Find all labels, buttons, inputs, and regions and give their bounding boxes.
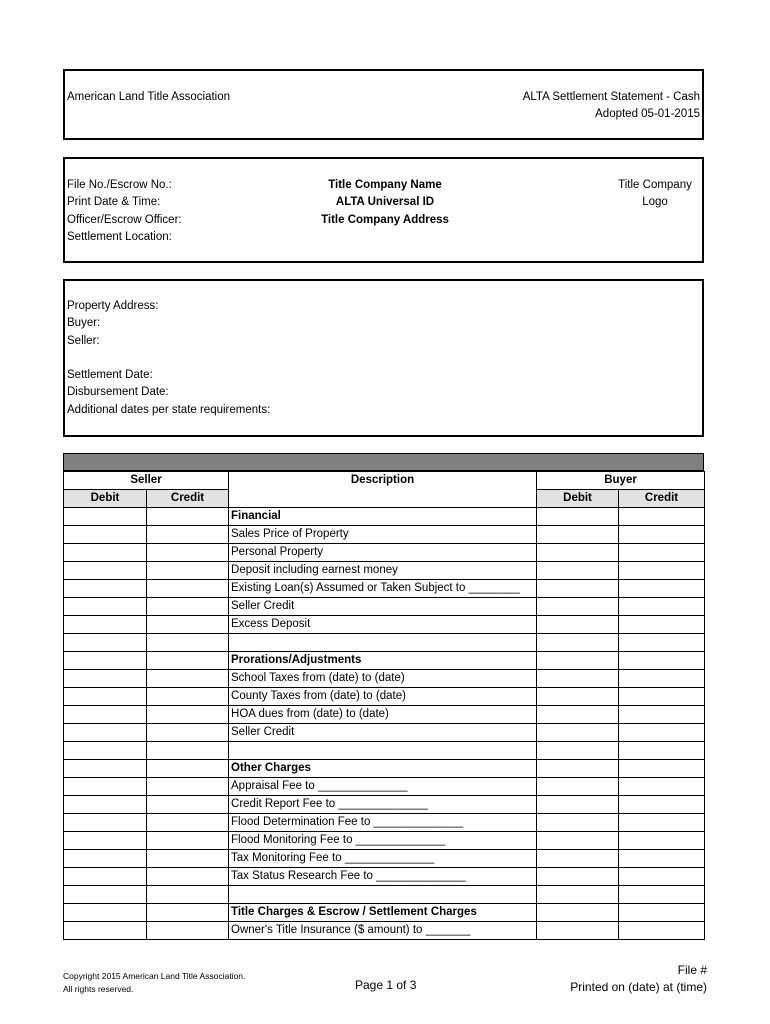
table-header-bar (63, 453, 704, 471)
buyer-credit-cell[interactable] (619, 832, 705, 850)
table-row (64, 904, 705, 922)
property-fields (67, 298, 270, 419)
table-row (64, 688, 705, 706)
disbursement-date-label: Disbursement Date: (67, 386, 169, 399)
buyer-debit-cell[interactable] (537, 796, 619, 814)
buyer-debit-cell[interactable] (537, 886, 619, 904)
seller-credit-cell[interactable] (147, 814, 229, 832)
settlement-info-box (63, 157, 704, 263)
buyer-credit-cell[interactable] (619, 904, 705, 922)
description-cell: HOA dues from (date) to (date) (229, 706, 537, 724)
seller-credit-cell[interactable] (147, 688, 229, 706)
buyer-credit-cell[interactable] (619, 526, 705, 544)
seller-debit-cell[interactable] (64, 832, 147, 850)
description-cell: Excess Deposit (229, 616, 537, 634)
buyer-credit-cell[interactable] (619, 724, 705, 742)
buyer-credit-cell[interactable] (619, 562, 705, 580)
buyer-credit-cell[interactable] (619, 886, 705, 904)
description-cell: Deposit including earnest money (229, 562, 537, 580)
seller-credit-cell[interactable] (147, 706, 229, 724)
buyer-credit-cell[interactable] (619, 778, 705, 796)
buyer-debit-cell[interactable] (537, 742, 619, 760)
description-cell: Credit Report Fee to ______________ (229, 796, 537, 814)
buyer-credit-cell[interactable] (619, 598, 705, 616)
company-logo-placeholder (610, 177, 700, 212)
description-cell (229, 742, 537, 760)
description-cell: Appraisal Fee to ______________ (229, 778, 537, 796)
buyer-debit-cell[interactable] (537, 526, 619, 544)
seller-credit-cell[interactable] (147, 724, 229, 742)
property-address-label: Property Address: (67, 300, 159, 312)
description-cell: Prorations/Adjustments (229, 652, 537, 670)
buyer-debit-cell[interactable] (537, 688, 619, 706)
officer-label: Officer/Escrow Officer: (67, 213, 182, 226)
seller-debit-cell[interactable] (64, 814, 147, 832)
form-title: ALTA Settlement Statement - Cash (522, 91, 700, 103)
buyer-debit-cell[interactable] (537, 508, 619, 526)
seller-credit-cell[interactable] (147, 832, 229, 850)
buyer-credit-cell[interactable] (619, 760, 705, 778)
buyer-column-header: Buyer (537, 472, 705, 490)
seller-credit-cell[interactable] (147, 760, 229, 778)
seller-credit-cell[interactable] (147, 526, 229, 544)
table-row (64, 886, 705, 904)
logo-line-1: Title Company (618, 179, 692, 191)
buyer-debit-cell[interactable] (537, 760, 619, 778)
page-number: Page 1 of 3 (355, 978, 417, 992)
buyer-credit-cell[interactable] (619, 670, 705, 688)
seller-credit-cell[interactable] (147, 598, 229, 616)
seller-debit-cell[interactable] (64, 886, 147, 904)
seller-credit-cell[interactable] (147, 580, 229, 598)
buyer-debit-cell[interactable] (537, 616, 619, 634)
table-row (64, 832, 705, 850)
print-date-label: Print Date & Time: (67, 196, 161, 209)
table-row (64, 634, 705, 652)
description-cell (229, 634, 537, 652)
universal-id: ALTA Universal ID (335, 196, 435, 209)
seller-credit-cell[interactable] (147, 544, 229, 562)
seller-debit-cell[interactable] (64, 526, 147, 544)
table-row (64, 652, 705, 670)
seller-debit-cell[interactable] (64, 706, 147, 724)
table-row (64, 760, 705, 778)
seller-column-header: Seller (64, 472, 229, 490)
copyright-line-1: Copyright 2015 American Land Title Association. (63, 971, 246, 981)
table-row (64, 724, 705, 742)
table-row (64, 706, 705, 724)
settlement-location-label: Settlement Location: (67, 230, 172, 243)
info-fields (67, 177, 182, 246)
buyer-credit-cell[interactable] (619, 652, 705, 670)
buyer-debit-cell[interactable] (537, 832, 619, 850)
buyer-debit-cell[interactable] (537, 544, 619, 562)
table-row (64, 544, 705, 562)
buyer-credit-cell[interactable] (619, 634, 705, 652)
additional-dates-label: Additional dates per state requirements: (67, 403, 271, 416)
buyer-debit-cell[interactable] (537, 724, 619, 742)
settlement-date-label: Settlement Date: (67, 369, 153, 382)
buyer-credit-cell[interactable] (619, 796, 705, 814)
description-cell: Tax Monitoring Fee to ______________ (229, 850, 537, 868)
buyer-debit-cell[interactable] (537, 850, 619, 868)
buyer-debit-cell[interactable] (537, 670, 619, 688)
seller-debit-cell[interactable] (64, 616, 147, 634)
table-row (64, 580, 705, 598)
header-box (63, 69, 704, 140)
buyer-debit-cell[interactable] (537, 904, 619, 922)
settlement-table (63, 453, 704, 940)
table-row (64, 670, 705, 688)
description-cell: Flood Monitoring Fee to ______________ (229, 832, 537, 850)
footer-file-info (570, 962, 707, 996)
seller-credit-cell[interactable] (147, 634, 229, 652)
company-name: Title Company Name (328, 179, 442, 191)
seller-credit-cell[interactable] (147, 742, 229, 760)
seller-debit-cell[interactable] (64, 868, 147, 886)
table-row (64, 508, 705, 526)
company-address: Title Company Address (321, 213, 449, 226)
property-info-box (63, 279, 704, 437)
description-cell: County Taxes from (date) to (date) (229, 688, 537, 706)
seller-debit-cell[interactable] (64, 760, 147, 778)
buyer-credit-cell[interactable] (619, 922, 705, 940)
description-cell: Seller Credit (229, 724, 537, 742)
buyer-credit-cell[interactable] (619, 580, 705, 598)
seller-debit-header: Debit (64, 490, 147, 508)
table-row (64, 778, 705, 796)
seller-credit-cell[interactable] (147, 616, 229, 634)
seller-debit-cell[interactable] (64, 634, 147, 652)
seller-credit-cell[interactable] (147, 922, 229, 940)
table-row (64, 922, 705, 940)
description-cell: Sales Price of Property (229, 526, 537, 544)
copyright (63, 970, 245, 996)
seller-credit-cell[interactable] (147, 562, 229, 580)
seller-credit-header: Credit (147, 490, 229, 508)
seller-debit-cell[interactable] (64, 670, 147, 688)
buyer-credit-cell[interactable] (619, 706, 705, 724)
seller-credit-cell[interactable] (147, 652, 229, 670)
description-cell: Other Charges (229, 760, 537, 778)
buyer-debit-cell[interactable] (537, 922, 619, 940)
buyer-debit-cell[interactable] (537, 706, 619, 724)
seller-label: Seller: (67, 334, 100, 347)
seller-credit-cell[interactable] (147, 904, 229, 922)
buyer-credit-header: Credit (619, 490, 705, 508)
buyer-debit-cell[interactable] (537, 580, 619, 598)
buyer-credit-cell[interactable] (619, 868, 705, 886)
seller-debit-cell[interactable] (64, 850, 147, 868)
table-row (64, 742, 705, 760)
seller-credit-cell[interactable] (147, 796, 229, 814)
seller-debit-cell[interactable] (64, 562, 147, 580)
description-cell: Title Charges & Escrow / Settlement Charges (229, 904, 537, 922)
description-cell: School Taxes from (date) to (date) (229, 670, 537, 688)
buyer-label: Buyer: (67, 317, 101, 330)
buyer-debit-cell[interactable] (537, 562, 619, 580)
description-cell: Financial (229, 508, 537, 526)
table-row (64, 796, 705, 814)
printed-on: Printed on (date) at (time) (570, 980, 707, 994)
buyer-credit-cell[interactable] (619, 742, 705, 760)
buyer-credit-cell[interactable] (619, 616, 705, 634)
buyer-debit-header: Debit (537, 490, 619, 508)
adopted-date: Adopted 05-01-2015 (595, 108, 700, 120)
seller-credit-cell[interactable] (147, 886, 229, 904)
description-cell: Tax Status Research Fee to ______________ (229, 868, 537, 886)
buyer-credit-cell[interactable] (619, 508, 705, 526)
buyer-debit-cell[interactable] (537, 634, 619, 652)
seller-credit-cell[interactable] (147, 778, 229, 796)
description-cell (229, 886, 537, 904)
seller-debit-cell[interactable] (64, 598, 147, 616)
seller-debit-cell[interactable] (64, 742, 147, 760)
table-row (64, 850, 705, 868)
buyer-debit-cell[interactable] (537, 868, 619, 886)
seller-debit-cell[interactable] (64, 904, 147, 922)
seller-credit-cell[interactable] (147, 868, 229, 886)
seller-debit-cell[interactable] (64, 922, 147, 940)
buyer-debit-cell[interactable] (537, 814, 619, 832)
table-row (64, 526, 705, 544)
buyer-credit-cell[interactable] (619, 688, 705, 706)
seller-debit-cell[interactable] (64, 652, 147, 670)
file-number-label: File # (677, 963, 707, 977)
buyer-debit-cell[interactable] (537, 778, 619, 796)
description-cell: Personal Property (229, 544, 537, 562)
logo-line-2: Logo (642, 196, 668, 209)
table-row (64, 868, 705, 886)
seller-credit-cell[interactable] (147, 850, 229, 868)
seller-debit-cell[interactable] (64, 544, 147, 562)
table-row (64, 814, 705, 832)
buyer-credit-cell[interactable] (619, 814, 705, 832)
description-column-header: Description (229, 472, 537, 508)
seller-debit-cell[interactable] (64, 724, 147, 742)
seller-credit-cell[interactable] (147, 508, 229, 526)
table-row (64, 598, 705, 616)
buyer-debit-cell[interactable] (537, 652, 619, 670)
description-cell: Flood Determination Fee to ______________ (229, 814, 537, 832)
seller-debit-cell[interactable] (64, 580, 147, 598)
description-cell: Owner's Title Insurance ($ amount) to _______ (229, 922, 537, 940)
description-cell: Seller Credit (229, 598, 537, 616)
buyer-credit-cell[interactable] (619, 544, 705, 562)
seller-debit-cell[interactable] (64, 778, 147, 796)
table-row (64, 616, 705, 634)
seller-debit-cell[interactable] (64, 796, 147, 814)
org-name: American Land Title Association (67, 91, 231, 103)
copyright-line-2: All rights reserved. (63, 984, 134, 994)
seller-credit-cell[interactable] (147, 670, 229, 688)
table-row (64, 562, 705, 580)
buyer-debit-cell[interactable] (537, 598, 619, 616)
seller-debit-cell[interactable] (64, 508, 147, 526)
company-block (285, 177, 485, 229)
buyer-credit-cell[interactable] (619, 850, 705, 868)
file-no-label: File No./Escrow No.: (67, 179, 172, 191)
description-cell: Existing Loan(s) Assumed or Taken Subject to ________ (229, 580, 537, 598)
seller-debit-cell[interactable] (64, 688, 147, 706)
